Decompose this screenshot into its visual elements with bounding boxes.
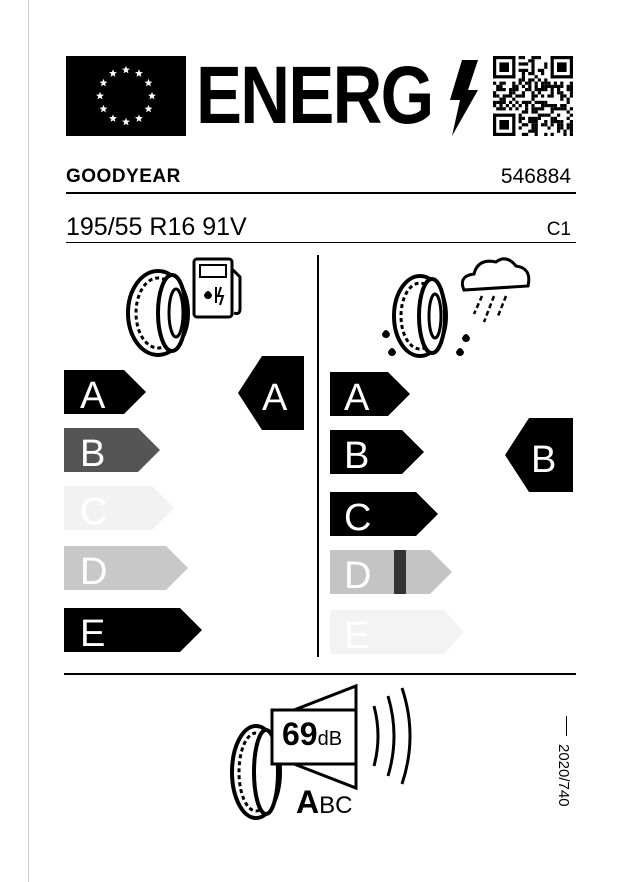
eu-star xyxy=(99,79,107,87)
wet-grip-class-d xyxy=(330,550,452,597)
regulation-dash xyxy=(566,716,567,736)
regulation-number: 2020/740 xyxy=(555,744,572,807)
noise-class-a: A xyxy=(296,784,320,820)
eu-star xyxy=(109,69,117,77)
fuel-efficiency-scale xyxy=(64,370,214,660)
tyre-size-designation: 195/55 R16 91V xyxy=(66,213,247,241)
eu-star xyxy=(99,105,107,113)
scan-edge-line xyxy=(28,0,29,882)
fuel-class-c xyxy=(64,486,174,533)
svg-text:A: A xyxy=(344,377,370,419)
fuel-class-b xyxy=(64,428,160,475)
eu-star xyxy=(148,92,156,100)
noise-value-line xyxy=(282,716,342,753)
eu-flag-icon xyxy=(66,56,186,136)
rain-cloud-tyre-icon xyxy=(378,256,534,364)
qr-code-icon[interactable] xyxy=(493,56,573,136)
section-divider xyxy=(317,255,319,657)
lightning-bolt-icon xyxy=(448,60,480,136)
eu-star xyxy=(122,66,130,74)
eu-star xyxy=(96,92,104,100)
divider xyxy=(64,673,576,675)
eu-star xyxy=(145,79,153,87)
energy-wordmark: ENERG xyxy=(196,50,433,141)
wet-grip-scale xyxy=(330,372,465,662)
svg-text:C: C xyxy=(80,491,108,533)
divider xyxy=(66,192,576,194)
fuel-efficiency-rating xyxy=(238,356,306,430)
tyre-class: C1 xyxy=(546,219,571,240)
svg-text:E: E xyxy=(344,615,370,657)
fuel-class-d xyxy=(64,546,188,593)
noise-class-b: B xyxy=(319,792,336,819)
eu-star xyxy=(145,105,153,113)
noise-value: 69 xyxy=(282,716,318,752)
wet-grip-class-b xyxy=(330,430,424,477)
noise-class-scale xyxy=(296,784,352,821)
wet-grip-class-a xyxy=(330,372,410,419)
svg-text:B: B xyxy=(531,439,557,481)
eu-star xyxy=(135,69,143,77)
eu-star xyxy=(109,114,117,122)
svg-text:D: D xyxy=(344,555,372,597)
eu-star xyxy=(122,118,130,126)
fuel-pump-tyre-icon xyxy=(120,255,250,360)
wet-grip-class-c xyxy=(330,492,438,539)
svg-text:E: E xyxy=(80,613,106,655)
svg-text:D: D xyxy=(80,551,108,593)
svg-text:B: B xyxy=(344,435,370,477)
wet-grip-rating xyxy=(505,418,573,492)
supplier-name: GOODYEAR xyxy=(66,166,181,187)
svg-text:A: A xyxy=(262,377,288,419)
wet-grip-class-e xyxy=(330,610,464,657)
noise-class-c: C xyxy=(335,792,353,819)
fuel-class-a xyxy=(64,370,146,417)
article-number: 546884 xyxy=(500,165,571,188)
fuel-class-e xyxy=(64,608,202,655)
eu-star xyxy=(135,114,143,122)
svg-text:A: A xyxy=(80,375,106,417)
divider xyxy=(66,242,576,243)
svg-text:B: B xyxy=(80,433,106,475)
svg-text:C: C xyxy=(344,497,372,539)
noise-unit: dB xyxy=(317,728,343,750)
